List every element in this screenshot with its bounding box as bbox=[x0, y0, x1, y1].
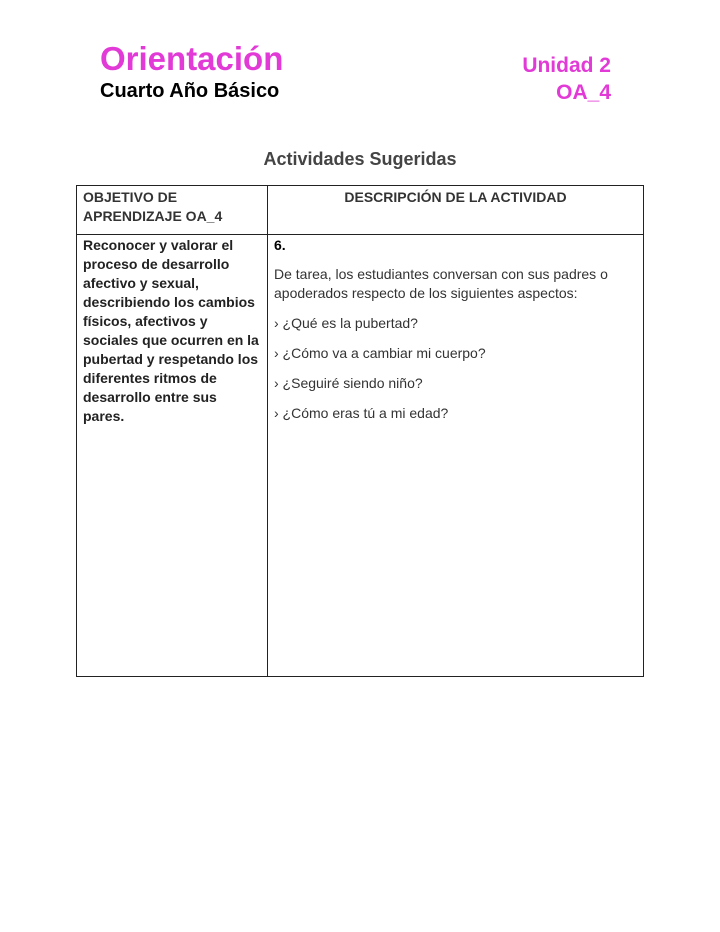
objective-text: Reconocer y valorar el proceso de desarrollo afectivo y sexual, describiendo los cambios físicos, afectivos y sociales que ocurren en la pubertad y respetando los diferentes ritmos de desarrollo entre sus pares. bbox=[83, 237, 259, 424]
table-header-row bbox=[77, 186, 644, 235]
unit-label: Unidad 2 bbox=[522, 54, 611, 77]
question-list bbox=[274, 314, 637, 423]
section-heading: Actividades Sugeridas bbox=[263, 149, 457, 169]
activity-number: 6. bbox=[274, 237, 286, 253]
list-item: › ¿Cómo va a cambiar mi cuerpo? bbox=[274, 345, 486, 361]
description-cell bbox=[268, 235, 644, 677]
objective-cell bbox=[77, 235, 268, 677]
grade-label: Cuarto Año Básico bbox=[100, 80, 280, 102]
table-row bbox=[77, 235, 644, 677]
list-item: › ¿Cómo eras tú a mi edad? bbox=[274, 405, 449, 421]
objective-column-header: OBJETIVO DE APRENDIZAJE OA_4 bbox=[77, 186, 268, 235]
activities-table bbox=[76, 185, 644, 677]
list-item: › ¿Qué es la pubertad? bbox=[274, 315, 418, 331]
activity-intro: De tarea, los estudiantes conversan con sus padres o apoderados respecto de los siguientes aspectos: bbox=[274, 266, 608, 301]
list-item: › ¿Seguiré siendo niño? bbox=[274, 375, 423, 391]
oa-code-label: OA_4 bbox=[556, 81, 611, 104]
description-column-header: DESCRIPCIÓN DE LA ACTIVIDAD bbox=[268, 186, 644, 235]
subject-title: Orientación bbox=[100, 40, 284, 77]
